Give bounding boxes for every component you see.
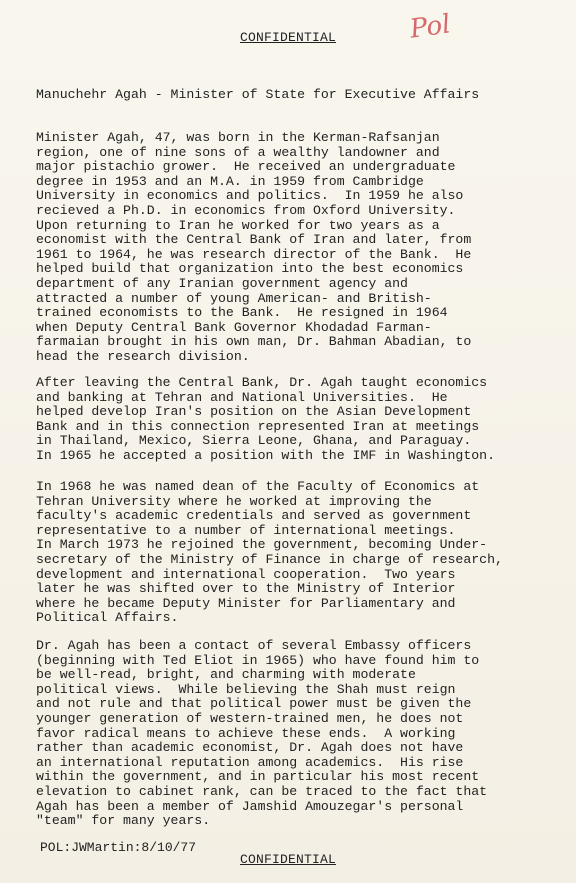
text-line: economist with the Central Bank of Iran and later, from <box>36 232 472 248</box>
paragraph-2 <box>36 376 556 464</box>
text-line: later he was shifted over to the Ministry of Interior <box>36 581 456 597</box>
text-line: and not rule and that political power must be given the <box>36 696 472 712</box>
text-line: In March 1973 he rejoined the government, becoming Under- <box>36 537 488 553</box>
text-line: "team" for many years. <box>36 813 211 829</box>
text-line: younger generation of western-trained men, he does not <box>36 710 464 726</box>
text-line: farmaian brought in his own man, Dr. Bahman Abadian, to <box>36 334 472 350</box>
drafter-line: POL:JWMartin:8/10/77 <box>40 840 197 855</box>
text-line: representative to a number of international meetings. <box>36 522 456 538</box>
paragraph-3 <box>36 480 556 626</box>
text-line: In 1965 he accepted a position with the IMF in Washington. <box>36 447 495 463</box>
text-line: helped develop Iran's position on the Asian Development <box>36 404 472 420</box>
text-line: favor radical means to achieve these ends. A working <box>36 725 456 741</box>
text-line: Bank and in this connection represented Iran at meetings <box>36 418 480 434</box>
classification-bottom <box>0 852 576 867</box>
text-line: Upon returning to Iran he worked for two years as a <box>36 217 440 233</box>
paragraph-4 <box>36 639 556 829</box>
text-line: Dr. Agah has been a contact of several Embassy officers <box>36 638 472 653</box>
text-line: when Deputy Central Bank Governor Khodadad Farman- <box>36 319 432 335</box>
text-line: Political Affairs. <box>36 610 179 626</box>
text-line: development and international cooperation. Two years <box>36 566 456 582</box>
text-line: 1961 to 1964, he was research director of the Bank. He <box>36 246 472 262</box>
text-line: recieved a Ph.D. in economics from Oxford University. <box>36 202 456 218</box>
text-line: head the research division. <box>36 348 250 364</box>
text-line: where he became Deputy Minister for Parliamentary and <box>36 595 456 611</box>
handwritten-note: Pol <box>408 9 453 45</box>
text-line: attracted a number of young American- and British- <box>36 290 432 306</box>
text-line: degree in 1953 and an M.A. in 1959 from Cambridge <box>36 173 424 189</box>
text-line: After leaving the Central Bank, Dr. Agah taught economics <box>36 375 488 390</box>
text-line: department of any Iranian government agency and <box>36 275 408 291</box>
text-line: In 1968 he was named dean of the Faculty of Economics at <box>36 479 480 494</box>
text-line: Minister Agah, 47, was born in the Kerman-Rafsanjan <box>36 130 440 145</box>
text-line: within the government, and in particular his most recent <box>36 769 480 785</box>
text-line: University in economics and politics. In 1959 he also <box>36 188 464 204</box>
text-line: faculty's academic credentials and served as government <box>36 508 472 524</box>
text-line: in Thailand, Mexico, Sierra Leone, Ghana, and Paraguay. <box>36 433 472 449</box>
classification-bottom-text: CONFIDENTIAL <box>239 852 336 867</box>
text-line: secretary of the Ministry of Finance in charge of research, <box>36 551 503 567</box>
text-line: rather than academic economist, Dr. Agah does not have <box>36 740 464 756</box>
text-line: an international reputation among academics. His rise <box>36 754 464 770</box>
text-line: (beginning with Ted Eliot in 1965) who have found him to <box>36 652 480 668</box>
subject-line: Manuchehr Agah - Minister of State for Executive Affairs <box>36 87 480 102</box>
text-line: elevation to cabinet rank, can be traced to the fact that <box>36 783 488 799</box>
text-line: and banking at Tehran and National Universities. He <box>36 389 448 405</box>
paragraph-1 <box>36 131 556 365</box>
classification-top-text: CONFIDENTIAL <box>239 30 336 45</box>
text-line: trained economists to the Bank. He resigned in 1964 <box>36 305 448 321</box>
text-line: political views. While believing the Shah must reign <box>36 681 456 697</box>
text-line: Tehran University where he worked at improving the <box>36 493 432 509</box>
text-line: major pistachio grower. He received an undergraduate <box>36 159 456 175</box>
classification-top <box>0 30 576 45</box>
text-line: region, one of nine sons of a wealthy landowner and <box>36 144 440 160</box>
text-line: Agah has been a member of Jamshid Amouzegar's personal <box>36 798 464 814</box>
text-line: be well-read, bright, and charming with moderate <box>36 667 416 683</box>
text-line: helped build that organization into the best economics <box>36 261 464 277</box>
